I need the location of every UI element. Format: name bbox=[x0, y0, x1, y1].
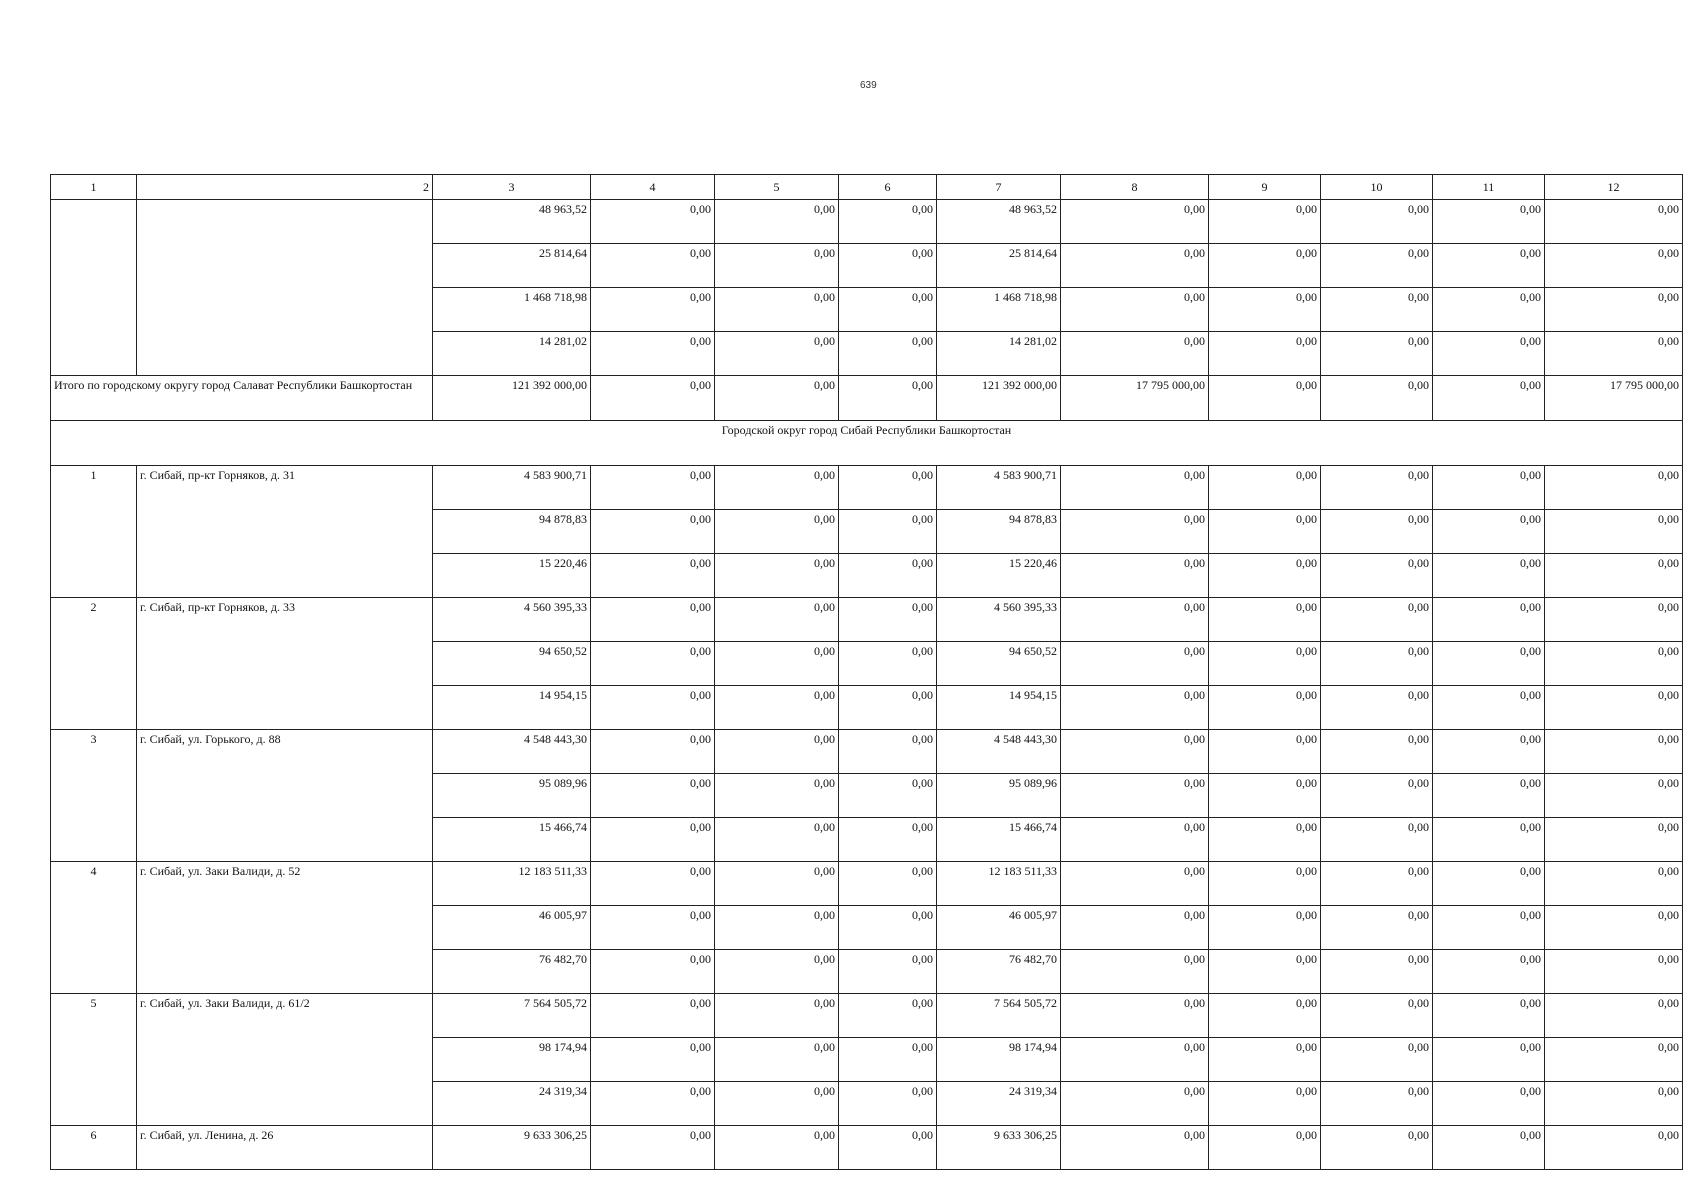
value-cell: 0,00 bbox=[1545, 774, 1683, 818]
value-cell: 0,00 bbox=[1209, 244, 1321, 288]
value-cell: 0,00 bbox=[1433, 510, 1545, 554]
total-value: 17 795 000,00 bbox=[1545, 376, 1683, 421]
value-cell: 24 319,34 bbox=[433, 1082, 591, 1126]
value-cell: 0,00 bbox=[715, 1082, 839, 1126]
column-header: 5 bbox=[715, 175, 839, 200]
value-cell: 0,00 bbox=[1061, 1082, 1209, 1126]
value-cell: 14 954,15 bbox=[433, 686, 591, 730]
value-cell: 0,00 bbox=[1321, 554, 1433, 598]
value-cell: 0,00 bbox=[1433, 862, 1545, 906]
value-cell: 0,00 bbox=[1209, 642, 1321, 686]
value-cell: 98 174,94 bbox=[937, 1038, 1061, 1082]
value-cell: 4 583 900,71 bbox=[937, 466, 1061, 510]
value-cell: 95 089,96 bbox=[433, 774, 591, 818]
value-cell: 0,00 bbox=[1545, 554, 1683, 598]
value-cell: 4 548 443,30 bbox=[937, 730, 1061, 774]
value-cell: 0,00 bbox=[715, 466, 839, 510]
entry-address: г. Сибай, пр-кт Горняков, д. 33 bbox=[137, 598, 433, 730]
value-cell: 95 089,96 bbox=[937, 774, 1061, 818]
value-cell: 0,00 bbox=[1061, 200, 1209, 244]
value-cell: 0,00 bbox=[839, 642, 937, 686]
value-cell: 0,00 bbox=[1433, 466, 1545, 510]
value-cell: 0,00 bbox=[1545, 244, 1683, 288]
value-cell: 0,00 bbox=[591, 200, 715, 244]
value-cell: 0,00 bbox=[591, 906, 715, 950]
value-cell: 0,00 bbox=[715, 200, 839, 244]
value-cell: 0,00 bbox=[1545, 862, 1683, 906]
value-cell: 0,00 bbox=[1209, 288, 1321, 332]
total-value: 0,00 bbox=[591, 376, 715, 421]
value-cell: 0,00 bbox=[1433, 200, 1545, 244]
value-cell: 0,00 bbox=[715, 818, 839, 862]
column-header-row bbox=[51, 175, 1683, 200]
column-header: 12 bbox=[1545, 175, 1683, 200]
value-cell: 0,00 bbox=[1545, 1038, 1683, 1082]
value-cell: 46 005,97 bbox=[937, 906, 1061, 950]
value-cell: 0,00 bbox=[1209, 1038, 1321, 1082]
value-cell: 0,00 bbox=[1209, 774, 1321, 818]
column-header: 1 bbox=[51, 175, 137, 200]
value-cell: 0,00 bbox=[591, 730, 715, 774]
value-cell: 0,00 bbox=[1545, 1082, 1683, 1126]
value-cell: 0,00 bbox=[1321, 774, 1433, 818]
value-cell: 94 878,83 bbox=[433, 510, 591, 554]
value-cell: 0,00 bbox=[1321, 332, 1433, 376]
value-cell: 0,00 bbox=[715, 774, 839, 818]
value-cell: 0,00 bbox=[839, 510, 937, 554]
value-cell: 0,00 bbox=[1321, 1038, 1433, 1082]
value-cell: 0,00 bbox=[1321, 244, 1433, 288]
value-cell: 0,00 bbox=[591, 1038, 715, 1082]
value-cell: 0,00 bbox=[1209, 510, 1321, 554]
value-cell: 0,00 bbox=[1545, 200, 1683, 244]
value-cell: 0,00 bbox=[591, 288, 715, 332]
column-header: 10 bbox=[1321, 175, 1433, 200]
table-row bbox=[51, 1126, 1683, 1170]
value-cell: 0,00 bbox=[1061, 994, 1209, 1038]
value-cell: 48 963,52 bbox=[433, 200, 591, 244]
value-cell: 0,00 bbox=[839, 1082, 937, 1126]
value-cell: 0,00 bbox=[715, 994, 839, 1038]
total-value: 0,00 bbox=[839, 376, 937, 421]
value-cell: 1 468 718,98 bbox=[937, 288, 1061, 332]
column-header: 3 bbox=[433, 175, 591, 200]
value-cell: 0,00 bbox=[1321, 1126, 1433, 1170]
value-cell: 98 174,94 bbox=[433, 1038, 591, 1082]
value-cell: 0,00 bbox=[715, 862, 839, 906]
value-cell: 0,00 bbox=[1321, 862, 1433, 906]
value-cell: 0,00 bbox=[1061, 288, 1209, 332]
value-cell: 15 220,46 bbox=[433, 554, 591, 598]
value-cell: 76 482,70 bbox=[433, 950, 591, 994]
value-cell: 0,00 bbox=[1061, 818, 1209, 862]
value-cell: 0,00 bbox=[1433, 642, 1545, 686]
total-value: 0,00 bbox=[715, 376, 839, 421]
value-cell: 0,00 bbox=[1321, 686, 1433, 730]
value-cell: 94 650,52 bbox=[433, 642, 591, 686]
value-cell: 0,00 bbox=[715, 332, 839, 376]
entry-index: 4 bbox=[51, 862, 137, 994]
value-cell: 0,00 bbox=[1321, 950, 1433, 994]
index-cell bbox=[51, 200, 137, 376]
value-cell: 0,00 bbox=[1433, 332, 1545, 376]
value-cell: 0,00 bbox=[1061, 862, 1209, 906]
value-cell: 0,00 bbox=[1545, 1126, 1683, 1170]
value-cell: 0,00 bbox=[839, 200, 937, 244]
total-value: 121 392 000,00 bbox=[937, 376, 1061, 421]
value-cell: 0,00 bbox=[715, 686, 839, 730]
value-cell: 0,00 bbox=[1061, 598, 1209, 642]
value-cell: 0,00 bbox=[1433, 598, 1545, 642]
total-value: 0,00 bbox=[1209, 376, 1321, 421]
value-cell: 0,00 bbox=[1061, 950, 1209, 994]
value-cell: 0,00 bbox=[591, 466, 715, 510]
value-cell: 0,00 bbox=[591, 1082, 715, 1126]
value-cell: 25 814,64 bbox=[433, 244, 591, 288]
value-cell: 0,00 bbox=[591, 510, 715, 554]
column-header: 6 bbox=[839, 175, 937, 200]
value-cell: 7 564 505,72 bbox=[937, 994, 1061, 1038]
table-row bbox=[51, 598, 1683, 642]
value-cell: 0,00 bbox=[1061, 510, 1209, 554]
value-cell: 14 281,02 bbox=[937, 332, 1061, 376]
value-cell: 0,00 bbox=[591, 332, 715, 376]
value-cell: 0,00 bbox=[591, 774, 715, 818]
value-cell: 0,00 bbox=[1321, 642, 1433, 686]
table-row bbox=[51, 200, 1683, 244]
value-cell: 0,00 bbox=[1061, 466, 1209, 510]
entry-index: 2 bbox=[51, 598, 137, 730]
value-cell: 0,00 bbox=[1061, 332, 1209, 376]
value-cell: 0,00 bbox=[591, 862, 715, 906]
value-cell: 0,00 bbox=[839, 1038, 937, 1082]
value-cell: 0,00 bbox=[839, 818, 937, 862]
value-cell: 15 466,74 bbox=[433, 818, 591, 862]
value-cell: 0,00 bbox=[1061, 686, 1209, 730]
value-cell: 14 281,02 bbox=[433, 332, 591, 376]
value-cell: 0,00 bbox=[1209, 332, 1321, 376]
value-cell: 0,00 bbox=[1061, 774, 1209, 818]
address-cell bbox=[137, 200, 433, 376]
value-cell: 0,00 bbox=[591, 818, 715, 862]
value-cell: 0,00 bbox=[715, 1126, 839, 1170]
value-cell: 0,00 bbox=[591, 1126, 715, 1170]
column-header: 4 bbox=[591, 175, 715, 200]
value-cell: 4 560 395,33 bbox=[937, 598, 1061, 642]
column-header: 7 bbox=[937, 175, 1061, 200]
total-value: 0,00 bbox=[1433, 376, 1545, 421]
value-cell: 4 548 443,30 bbox=[433, 730, 591, 774]
value-cell: 0,00 bbox=[839, 598, 937, 642]
value-cell: 0,00 bbox=[1209, 1126, 1321, 1170]
value-cell: 15 220,46 bbox=[937, 554, 1061, 598]
table-row bbox=[51, 994, 1683, 1038]
value-cell: 0,00 bbox=[1209, 598, 1321, 642]
value-cell: 0,00 bbox=[1209, 200, 1321, 244]
value-cell: 0,00 bbox=[1545, 466, 1683, 510]
column-header: 9 bbox=[1209, 175, 1321, 200]
value-cell: 0,00 bbox=[1545, 994, 1683, 1038]
page-number: 639 bbox=[860, 80, 877, 91]
value-cell: 0,00 bbox=[839, 1126, 937, 1170]
value-cell: 0,00 bbox=[1209, 554, 1321, 598]
entry-address: г. Сибай, ул. Заки Валиди, д. 61/2 bbox=[137, 994, 433, 1126]
value-cell: 0,00 bbox=[839, 466, 937, 510]
value-cell: 0,00 bbox=[1433, 730, 1545, 774]
value-cell: 0,00 bbox=[839, 288, 937, 332]
value-cell: 0,00 bbox=[839, 774, 937, 818]
total-value: 121 392 000,00 bbox=[433, 376, 591, 421]
value-cell: 0,00 bbox=[1061, 1126, 1209, 1170]
value-cell: 0,00 bbox=[591, 642, 715, 686]
value-cell: 0,00 bbox=[1545, 598, 1683, 642]
value-cell: 7 564 505,72 bbox=[433, 994, 591, 1038]
value-cell: 0,00 bbox=[715, 288, 839, 332]
value-cell: 0,00 bbox=[1433, 244, 1545, 288]
value-cell: 0,00 bbox=[591, 686, 715, 730]
value-cell: 0,00 bbox=[1545, 642, 1683, 686]
value-cell: 0,00 bbox=[1545, 288, 1683, 332]
value-cell: 94 650,52 bbox=[937, 642, 1061, 686]
column-header: 2 bbox=[137, 175, 433, 200]
value-cell: 0,00 bbox=[1545, 686, 1683, 730]
value-cell: 0,00 bbox=[1209, 466, 1321, 510]
column-header: 8 bbox=[1061, 175, 1209, 200]
value-cell: 4 583 900,71 bbox=[433, 466, 591, 510]
value-cell: 12 183 511,33 bbox=[433, 862, 591, 906]
value-cell: 0,00 bbox=[715, 906, 839, 950]
total-value: 17 795 000,00 bbox=[1061, 376, 1209, 421]
value-cell: 0,00 bbox=[1209, 994, 1321, 1038]
value-cell: 76 482,70 bbox=[937, 950, 1061, 994]
value-cell: 0,00 bbox=[1209, 906, 1321, 950]
value-cell: 25 814,64 bbox=[937, 244, 1061, 288]
value-cell: 0,00 bbox=[1433, 774, 1545, 818]
value-cell: 0,00 bbox=[1061, 1038, 1209, 1082]
table-row bbox=[51, 466, 1683, 510]
entry-address: г. Сибай, ул. Горького, д. 88 bbox=[137, 730, 433, 862]
section-title: Городской округ город Сибай Республики Башкортостан bbox=[51, 421, 1683, 466]
value-cell: 0,00 bbox=[1545, 730, 1683, 774]
value-cell: 0,00 bbox=[1321, 200, 1433, 244]
value-cell: 0,00 bbox=[1433, 1126, 1545, 1170]
value-cell: 0,00 bbox=[839, 950, 937, 994]
value-cell: 0,00 bbox=[1061, 554, 1209, 598]
value-cell: 1 468 718,98 bbox=[433, 288, 591, 332]
value-cell: 0,00 bbox=[1321, 598, 1433, 642]
budget-table bbox=[50, 174, 1683, 1170]
value-cell: 0,00 bbox=[591, 994, 715, 1038]
value-cell: 0,00 bbox=[1061, 906, 1209, 950]
value-cell: 0,00 bbox=[715, 510, 839, 554]
total-value: 0,00 bbox=[1321, 376, 1433, 421]
table-row bbox=[51, 862, 1683, 906]
value-cell: 0,00 bbox=[1433, 288, 1545, 332]
value-cell: 0,00 bbox=[715, 244, 839, 288]
value-cell: 0,00 bbox=[839, 554, 937, 598]
value-cell: 0,00 bbox=[1321, 1082, 1433, 1126]
entry-index: 1 bbox=[51, 466, 137, 598]
value-cell: 0,00 bbox=[1545, 510, 1683, 554]
value-cell: 0,00 bbox=[715, 1038, 839, 1082]
value-cell: 0,00 bbox=[1321, 994, 1433, 1038]
entry-index: 5 bbox=[51, 994, 137, 1126]
value-cell: 0,00 bbox=[1433, 554, 1545, 598]
value-cell: 0,00 bbox=[715, 950, 839, 994]
value-cell: 94 878,83 bbox=[937, 510, 1061, 554]
value-cell: 14 954,15 bbox=[937, 686, 1061, 730]
value-cell: 0,00 bbox=[1209, 730, 1321, 774]
value-cell: 48 963,52 bbox=[937, 200, 1061, 244]
value-cell: 0,00 bbox=[1433, 818, 1545, 862]
value-cell: 4 560 395,33 bbox=[433, 598, 591, 642]
value-cell: 0,00 bbox=[1209, 950, 1321, 994]
total-label: Итого по городскому округу город Салават Республики Башкортостан bbox=[51, 376, 433, 421]
value-cell: 0,00 bbox=[1433, 950, 1545, 994]
value-cell: 0,00 bbox=[591, 598, 715, 642]
value-cell: 0,00 bbox=[1545, 818, 1683, 862]
value-cell: 0,00 bbox=[715, 554, 839, 598]
value-cell: 0,00 bbox=[1433, 686, 1545, 730]
value-cell: 0,00 bbox=[1209, 818, 1321, 862]
entry-address: г. Сибай, ул. Заки Валиди, д. 52 bbox=[137, 862, 433, 994]
value-cell: 12 183 511,33 bbox=[937, 862, 1061, 906]
value-cell: 0,00 bbox=[1061, 730, 1209, 774]
value-cell: 0,00 bbox=[1209, 686, 1321, 730]
value-cell: 0,00 bbox=[839, 244, 937, 288]
value-cell: 0,00 bbox=[1433, 994, 1545, 1038]
value-cell: 0,00 bbox=[1321, 730, 1433, 774]
value-cell: 0,00 bbox=[591, 244, 715, 288]
value-cell: 0,00 bbox=[1061, 642, 1209, 686]
value-cell: 0,00 bbox=[715, 730, 839, 774]
value-cell: 15 466,74 bbox=[937, 818, 1061, 862]
total-row bbox=[51, 376, 1683, 421]
value-cell: 9 633 306,25 bbox=[433, 1126, 591, 1170]
entry-index: 3 bbox=[51, 730, 137, 862]
section-row bbox=[51, 421, 1683, 466]
value-cell: 0,00 bbox=[839, 332, 937, 376]
value-cell: 0,00 bbox=[839, 994, 937, 1038]
value-cell: 0,00 bbox=[1321, 510, 1433, 554]
value-cell: 0,00 bbox=[1545, 950, 1683, 994]
entry-address: г. Сибай, пр-кт Горняков, д. 31 bbox=[137, 466, 433, 598]
value-cell: 0,00 bbox=[1433, 1082, 1545, 1126]
value-cell: 0,00 bbox=[1321, 288, 1433, 332]
value-cell: 0,00 bbox=[715, 642, 839, 686]
value-cell: 0,00 bbox=[839, 730, 937, 774]
value-cell: 24 319,34 bbox=[937, 1082, 1061, 1126]
value-cell: 0,00 bbox=[591, 554, 715, 598]
value-cell: 0,00 bbox=[839, 862, 937, 906]
value-cell: 0,00 bbox=[1433, 906, 1545, 950]
value-cell: 46 005,97 bbox=[433, 906, 591, 950]
value-cell: 0,00 bbox=[591, 950, 715, 994]
value-cell: 0,00 bbox=[1321, 466, 1433, 510]
value-cell: 0,00 bbox=[1321, 818, 1433, 862]
value-cell: 0,00 bbox=[1545, 906, 1683, 950]
value-cell: 0,00 bbox=[1209, 1082, 1321, 1126]
value-cell: 0,00 bbox=[715, 598, 839, 642]
entry-index: 6 bbox=[51, 1126, 137, 1170]
value-cell: 0,00 bbox=[1061, 244, 1209, 288]
entry-address: г. Сибай, ул. Ленина, д. 26 bbox=[137, 1126, 433, 1170]
value-cell: 9 633 306,25 bbox=[937, 1126, 1061, 1170]
value-cell: 0,00 bbox=[1209, 862, 1321, 906]
value-cell: 0,00 bbox=[1545, 332, 1683, 376]
table-row bbox=[51, 730, 1683, 774]
value-cell: 0,00 bbox=[1433, 1038, 1545, 1082]
value-cell: 0,00 bbox=[1321, 906, 1433, 950]
value-cell: 0,00 bbox=[839, 906, 937, 950]
value-cell: 0,00 bbox=[839, 686, 937, 730]
column-header: 11 bbox=[1433, 175, 1545, 200]
